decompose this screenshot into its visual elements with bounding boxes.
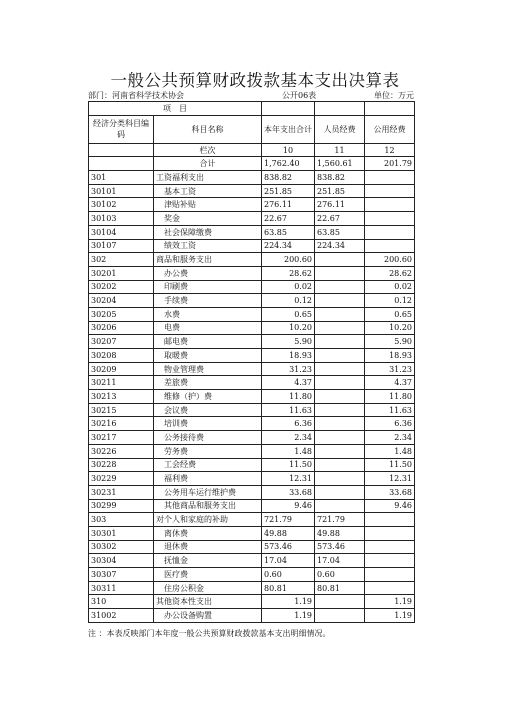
row-public	[365, 184, 415, 198]
row-total: 276.11	[262, 198, 315, 212]
row-total: 80.81	[262, 581, 315, 595]
row-name: 工资福利支出	[154, 171, 262, 185]
row-public: 10.20	[365, 321, 415, 335]
row-personnel: 224.34	[315, 239, 365, 253]
table-header-row	[89, 115, 415, 143]
row-code: 30231	[89, 485, 154, 499]
row-total: 224.34	[262, 239, 315, 253]
row-personnel	[315, 403, 365, 417]
row-total: 838.82	[262, 171, 315, 185]
column-number-public: 12	[365, 143, 415, 157]
row-code: 30301	[89, 526, 154, 540]
row-name: 商品和服务支出	[154, 253, 262, 267]
row-code: 30302	[89, 540, 154, 554]
table-row	[89, 280, 415, 294]
row-total: 1.19	[262, 609, 315, 623]
row-name: 手续费	[154, 294, 262, 308]
row-personnel: 838.82	[315, 171, 365, 185]
header-public: 公用经费	[365, 115, 415, 143]
row-public: 11.80	[365, 390, 415, 404]
header-total: 本年支出合计	[262, 115, 315, 143]
row-name: 其他商品和服务支出	[154, 499, 262, 513]
column-number-total: 10	[262, 143, 315, 157]
table-row	[89, 225, 415, 239]
row-public: 2.34	[365, 431, 415, 445]
row-code: 30215	[89, 403, 154, 417]
row-personnel: 0.60	[315, 568, 365, 582]
table-row	[89, 458, 415, 472]
table-note: 注 ：本表反映部门本年度一般公共预算财政拨款基本支出明细情况。	[88, 629, 331, 638]
row-name: 公务接待费	[154, 431, 262, 445]
header-personnel: 人员经费	[315, 115, 365, 143]
row-personnel	[315, 431, 365, 445]
row-personnel: 276.11	[315, 198, 365, 212]
table-row	[89, 431, 415, 445]
row-public: 6.36	[365, 417, 415, 431]
row-total: 1.48	[262, 444, 315, 458]
row-personnel	[315, 472, 365, 486]
table-row	[89, 349, 415, 363]
row-personnel	[315, 485, 365, 499]
row-name: 会议费	[154, 403, 262, 417]
table-row	[89, 472, 415, 486]
row-public: 9.46	[365, 499, 415, 513]
row-personnel	[315, 280, 365, 294]
table-row	[89, 595, 415, 609]
row-personnel: 80.81	[315, 581, 365, 595]
row-personnel	[315, 307, 365, 321]
row-name: 退休费	[154, 540, 262, 554]
row-personnel	[315, 499, 365, 513]
row-total: 11.80	[262, 390, 315, 404]
row-public	[365, 581, 415, 595]
row-total: 4.37	[262, 376, 315, 390]
row-public: 11.50	[365, 458, 415, 472]
row-name: 取暖费	[154, 349, 262, 363]
row-personnel	[315, 362, 365, 376]
row-total: 251.85	[262, 184, 315, 198]
row-code: 30202	[89, 280, 154, 294]
row-personnel	[315, 458, 365, 472]
row-public	[365, 198, 415, 212]
unit-label: 单位：万元	[374, 91, 414, 100]
department-label: 部门：河南省科学技术协会	[88, 91, 184, 100]
row-public: 4.37	[365, 376, 415, 390]
table-row	[89, 540, 415, 554]
row-name: 水费	[154, 307, 262, 321]
table-row	[89, 294, 415, 308]
row-code: 31002	[89, 609, 154, 623]
row-total: 10.20	[262, 321, 315, 335]
header-name: 科目名称	[154, 115, 262, 143]
row-public: 33.68	[365, 485, 415, 499]
row-personnel: 17.04	[315, 554, 365, 568]
row-public	[365, 526, 415, 540]
row-name: 工会经费	[154, 458, 262, 472]
row-public	[365, 239, 415, 253]
row-name: 印刷费	[154, 280, 262, 294]
row-code: 30102	[89, 198, 154, 212]
row-public: 1.19	[365, 595, 415, 609]
table-row	[89, 444, 415, 458]
table-row	[89, 526, 415, 540]
sum-personnel: 1,560.61	[315, 157, 365, 171]
row-public	[365, 225, 415, 239]
row-code: 30216	[89, 417, 154, 431]
row-name: 培训费	[154, 417, 262, 431]
table-row	[89, 390, 415, 404]
row-name: 差旅费	[154, 376, 262, 390]
row-code: 30208	[89, 349, 154, 363]
row-personnel	[315, 335, 365, 349]
row-name: 津贴补贴	[154, 198, 262, 212]
row-personnel	[315, 595, 365, 609]
row-name: 物业管理费	[154, 362, 262, 376]
table-row	[89, 499, 415, 513]
row-public: 0.12	[365, 294, 415, 308]
row-code: 30101	[89, 184, 154, 198]
row-personnel	[315, 349, 365, 363]
row-code: 30311	[89, 581, 154, 595]
row-total: 63.85	[262, 225, 315, 239]
row-personnel	[315, 376, 365, 390]
sum-public: 201.79	[365, 157, 415, 171]
row-code: 301	[89, 171, 154, 185]
row-code: 30207	[89, 335, 154, 349]
row-personnel	[315, 444, 365, 458]
row-code: 30304	[89, 554, 154, 568]
row-personnel	[315, 266, 365, 280]
expenditure-table	[88, 101, 415, 623]
row-public	[365, 513, 415, 527]
header-code: 经济分类科目编码	[89, 115, 154, 143]
table-row	[89, 581, 415, 595]
table-row	[89, 335, 415, 349]
row-personnel	[315, 253, 365, 267]
row-code: 310	[89, 595, 154, 609]
row-personnel	[315, 321, 365, 335]
row-name: 邮电费	[154, 335, 262, 349]
row-personnel: 49.88	[315, 526, 365, 540]
row-public	[365, 171, 415, 185]
table-row	[89, 307, 415, 321]
row-personnel: 22.67	[315, 212, 365, 226]
row-personnel: 251.85	[315, 184, 365, 198]
table-row	[89, 321, 415, 335]
row-name: 抚恤金	[154, 554, 262, 568]
table-row	[89, 266, 415, 280]
table-row	[89, 184, 415, 198]
row-public: 1.48	[365, 444, 415, 458]
column-number-personnel: 11	[315, 143, 365, 157]
row-total: 0.12	[262, 294, 315, 308]
column-number-label: 栏次	[154, 143, 262, 157]
row-code: 30229	[89, 472, 154, 486]
row-personnel: 573.46	[315, 540, 365, 554]
row-code: 30104	[89, 225, 154, 239]
row-public: 1.19	[365, 609, 415, 623]
row-total: 18.93	[262, 349, 315, 363]
row-public	[365, 568, 415, 582]
row-code: 30213	[89, 390, 154, 404]
row-code: 30209	[89, 362, 154, 376]
form-code: 公开06表	[282, 91, 317, 100]
row-public	[365, 212, 415, 226]
row-total: 11.63	[262, 403, 315, 417]
table-row	[89, 362, 415, 376]
row-code: 30103	[89, 212, 154, 226]
table-row	[89, 554, 415, 568]
row-total: 11.50	[262, 458, 315, 472]
page-title: 一般公共预算财政拨款基本支出决算表	[110, 71, 400, 90]
row-name: 维修（护）费	[154, 390, 262, 404]
row-name: 劳务费	[154, 444, 262, 458]
row-personnel	[315, 294, 365, 308]
row-total: 6.36	[262, 417, 315, 431]
row-total: 17.04	[262, 554, 315, 568]
row-name: 办公费	[154, 266, 262, 280]
row-total: 9.46	[262, 499, 315, 513]
sum-row	[89, 157, 415, 171]
column-number-row	[89, 143, 415, 157]
row-total: 49.88	[262, 526, 315, 540]
table-header-project-row	[89, 102, 415, 116]
table-row	[89, 212, 415, 226]
table-row	[89, 609, 415, 623]
table-row	[89, 376, 415, 390]
row-code: 30307	[89, 568, 154, 582]
row-code: 30211	[89, 376, 154, 390]
row-name: 公务用车运行维护费	[154, 485, 262, 499]
row-total: 721.79	[262, 513, 315, 527]
row-total: 0.65	[262, 307, 315, 321]
table-row	[89, 239, 415, 253]
row-public: 12.31	[365, 472, 415, 486]
row-public: 11.63	[365, 403, 415, 417]
row-total: 573.46	[262, 540, 315, 554]
row-public: 200.60	[365, 253, 415, 267]
row-total: 1.19	[262, 595, 315, 609]
row-public	[365, 540, 415, 554]
sum-total: 1,762.40	[262, 157, 315, 171]
row-name: 基本工资	[154, 184, 262, 198]
row-total: 0.02	[262, 280, 315, 294]
row-code: 302	[89, 253, 154, 267]
row-code: 30107	[89, 239, 154, 253]
row-code: 30299	[89, 499, 154, 513]
row-public: 28.62	[365, 266, 415, 280]
row-total: 28.62	[262, 266, 315, 280]
row-name: 绩效工资	[154, 239, 262, 253]
row-public: 18.93	[365, 349, 415, 363]
row-name: 电费	[154, 321, 262, 335]
sum-label: 合计	[154, 157, 262, 171]
row-name: 福利费	[154, 472, 262, 486]
row-total: 2.34	[262, 431, 315, 445]
row-public: 0.02	[365, 280, 415, 294]
row-personnel	[315, 417, 365, 431]
row-code: 30226	[89, 444, 154, 458]
table-row	[89, 171, 415, 185]
row-code: 303	[89, 513, 154, 527]
row-code: 30204	[89, 294, 154, 308]
row-personnel	[315, 609, 365, 623]
table-row	[89, 485, 415, 499]
row-total: 33.68	[262, 485, 315, 499]
row-name: 离休费	[154, 526, 262, 540]
row-code: 30228	[89, 458, 154, 472]
row-personnel: 721.79	[315, 513, 365, 527]
table-row	[89, 417, 415, 431]
row-code: 30201	[89, 266, 154, 280]
row-name: 住房公积金	[154, 581, 262, 595]
table-row	[89, 198, 415, 212]
row-name: 其他资本性支出	[154, 595, 262, 609]
row-personnel	[315, 390, 365, 404]
row-personnel: 63.85	[315, 225, 365, 239]
row-name: 对个人和家庭的补助	[154, 513, 262, 527]
row-total: 31.23	[262, 362, 315, 376]
row-public: 0.65	[365, 307, 415, 321]
row-code: 30217	[89, 431, 154, 445]
row-total: 5.90	[262, 335, 315, 349]
row-code: 30206	[89, 321, 154, 335]
row-name: 办公设备购置	[154, 609, 262, 623]
row-public	[365, 554, 415, 568]
row-name: 社会保障缴费	[154, 225, 262, 239]
row-total: 0.60	[262, 568, 315, 582]
header-project: 项 目	[89, 102, 262, 116]
table-row	[89, 253, 415, 267]
row-total: 22.67	[262, 212, 315, 226]
table-row	[89, 568, 415, 582]
row-total: 12.31	[262, 472, 315, 486]
row-total: 200.60	[262, 253, 315, 267]
row-name: 奖金	[154, 212, 262, 226]
table-row	[89, 403, 415, 417]
table-row	[89, 513, 415, 527]
row-public: 31.23	[365, 362, 415, 376]
row-public: 5.90	[365, 335, 415, 349]
row-name: 医疗费	[154, 568, 262, 582]
row-code: 30205	[89, 307, 154, 321]
